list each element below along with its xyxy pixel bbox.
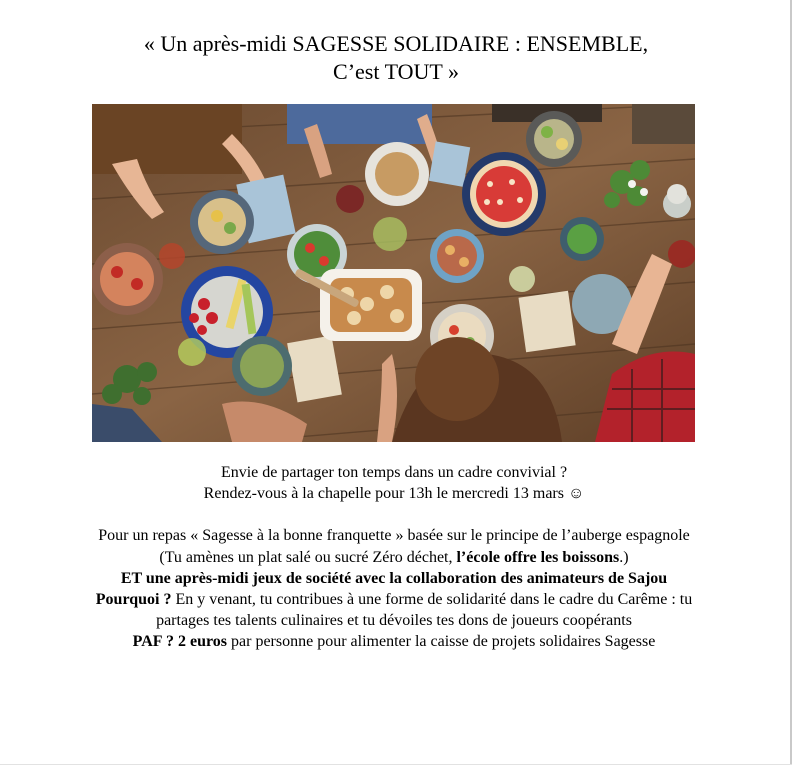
jeux-bold: ET une après-midi jeux de société avec la collaboration des animateurs de Sajou bbox=[120, 569, 668, 587]
title-line-2: C’est TOUT » bbox=[333, 59, 459, 84]
repas-text: Pour un repas « Sagesse à la bonne franquette » basée sur le principe de l’auberge espagnole (Tu amènes un plat salé ou sucré Zéro déchet, bbox=[98, 527, 690, 566]
repas-paragraph bbox=[88, 525, 700, 567]
paf-paragraph bbox=[88, 631, 700, 652]
intro-line-2: Rendez-vous à la chapelle pour 13h le mercredi 13 mars ☺ bbox=[203, 485, 585, 503]
shared-meal-photo bbox=[92, 104, 695, 442]
title-line-1: « Un après-midi SAGESSE SOLIDAIRE : ENSEMBLE, bbox=[143, 31, 649, 56]
body-text bbox=[88, 462, 700, 653]
paf-bold: PAF ? 2 euros bbox=[132, 633, 228, 651]
repas-tail: .) bbox=[619, 548, 629, 566]
paf-text: par personne pour alimenter la caisse de projets solidaires Sagesse bbox=[227, 633, 656, 651]
pourquoi-paragraph bbox=[88, 589, 700, 631]
document-title bbox=[0, 30, 792, 86]
paragraph-gap bbox=[88, 504, 700, 525]
intro-line-1: Envie de partager ton temps dans un cadre convivial ? bbox=[220, 464, 568, 481]
repas-bold: l’école offre les boissons bbox=[456, 548, 620, 566]
pourquoi-bold: Pourquoi ? bbox=[95, 591, 172, 609]
jeux-paragraph bbox=[88, 568, 700, 589]
pourquoi-text: En y venant, tu contribues à une forme de solidarité dans le cadre du Carême : tu partages tes talents culinaires et tu dévoiles tes dons de joueurs coopérants bbox=[156, 591, 693, 630]
